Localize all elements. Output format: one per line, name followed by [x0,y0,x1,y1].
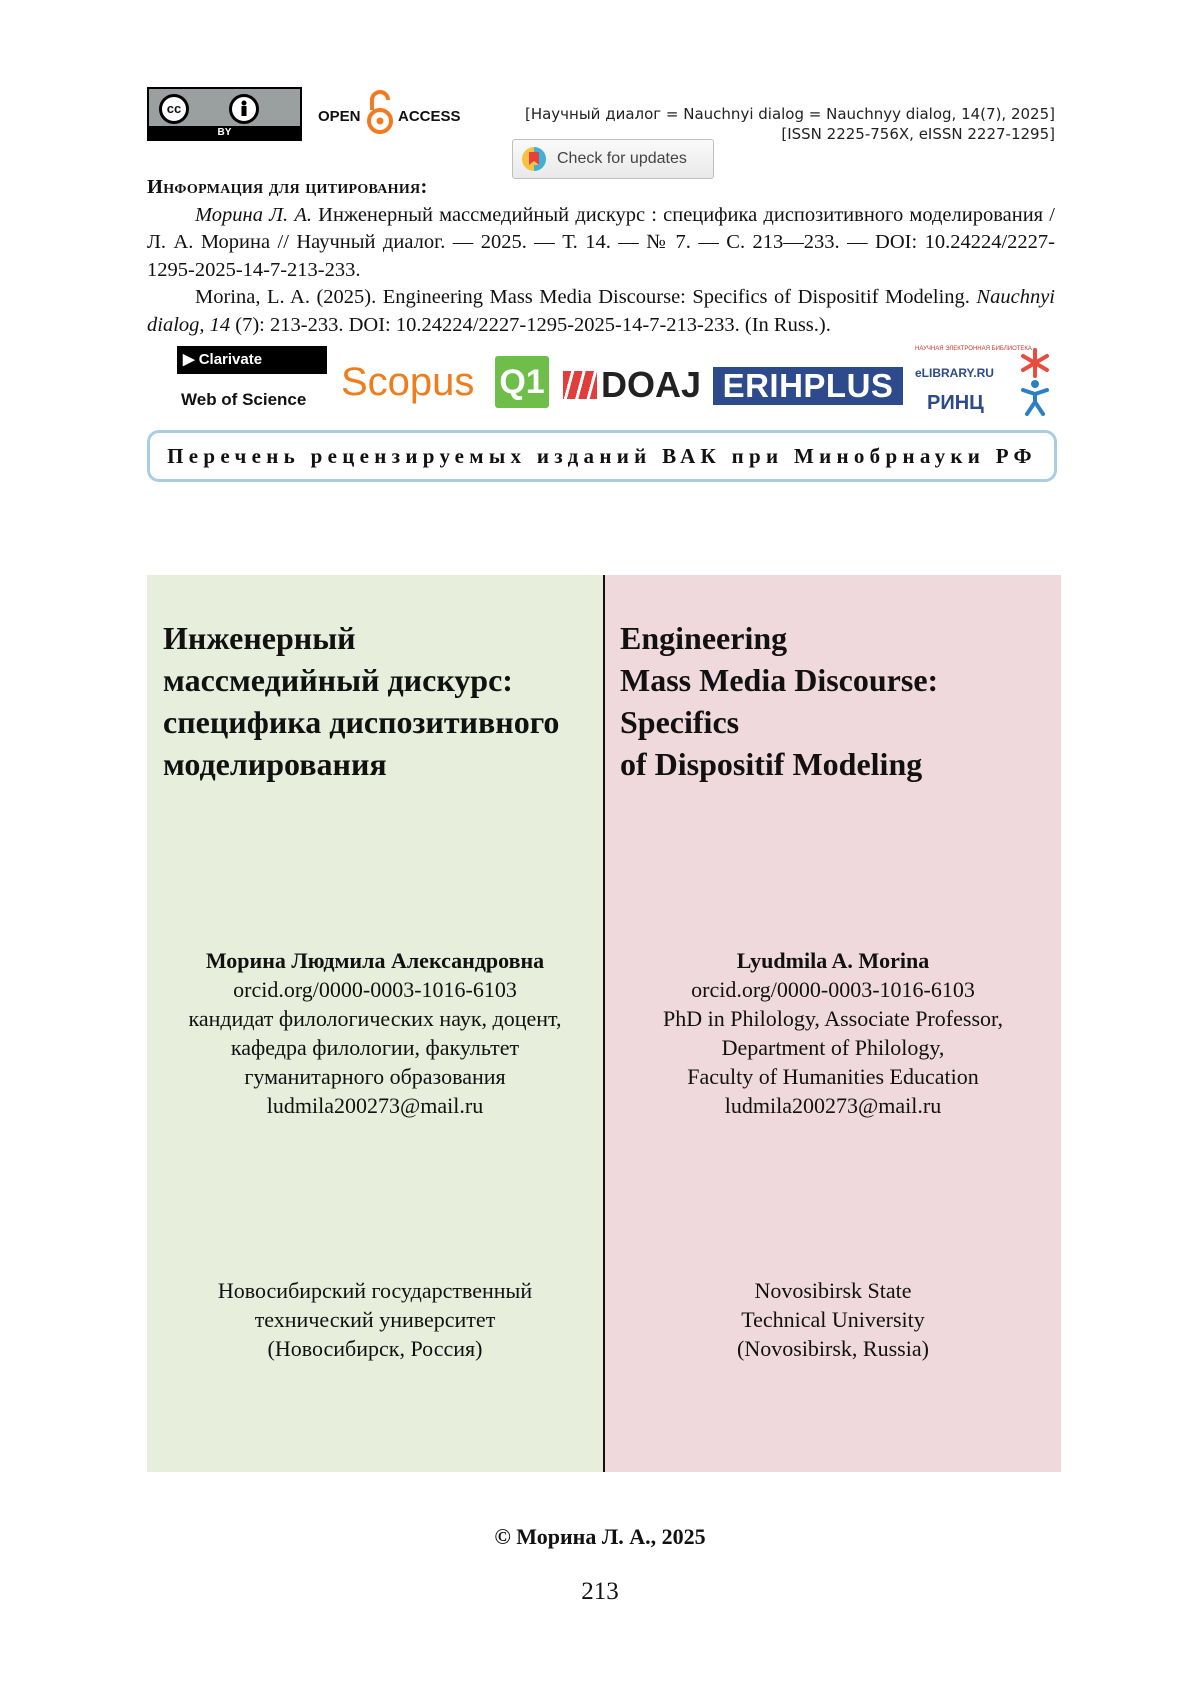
doaj-logo[interactable] [563,364,701,406]
affiliation-en-line: Technical University [741,1307,925,1332]
rinc-label: РИНЦ [927,392,984,414]
affiliation-en-line: (Novosibirsk, Russia) [737,1336,929,1361]
author-department-en: Department of Philology, [721,1035,945,1060]
citation-ru-author: Морина Л. А. [195,203,312,226]
citation-en [147,284,1055,339]
citation-en-journal: Nauchnyi dialog, 14 [147,286,1055,336]
title-ru-line: специфика диспозитивного [163,704,560,740]
crossmark-icon [521,146,547,172]
open-access-right: ACCESS [398,108,461,125]
web-of-science-logo[interactable]: Web of Science [181,390,307,409]
attribution-icon [229,94,259,124]
citation-en-text-2: (7): 213-233. DOI: 10.24224/2227-1295-2025-14-7-213-233. (In Russ.). [230,313,831,336]
author-name-en: Lyudmila A. Morina [736,948,930,973]
title-en-line: Mass Media Discourse: [620,662,939,698]
author-department-ru: кафедра филологии, факультет [230,1035,520,1060]
check-for-updates-label: Check for updates [557,150,687,167]
affiliation-ru-line: технический университет [254,1307,496,1332]
cc-by-label: BY [149,126,300,139]
author-name-ru: Морина Людмила Александровна [205,948,545,973]
affiliation-ru-line: (Новосибирск, Россия) [267,1336,483,1361]
journal-line-1: [Научный диалог = Nauchnyi dialog = Nauchnyy dialog, 14(7), 2025] [524,105,1055,123]
author-degree-en: PhD in Philology, Associate Professor, [663,1006,1003,1031]
title-ru-line: массмедийный дискурс: [163,662,513,698]
erihplus-logo[interactable]: ERIHPLUS [713,367,903,405]
orcid-link-ru[interactable]: orcid.org/0000-0003-1016-6103 [233,977,517,1002]
citation-en-text-1: Morina, L. A. (2025). Engineering Mass Media Discourse: Specifics of Dispositif Modeling. [195,286,977,308]
article-title-en [620,617,1050,785]
cc-by-license-badge [147,87,302,141]
author-email-en[interactable]: ludmila200273@mail.ru [724,1093,942,1118]
check-for-updates-button[interactable] [512,139,714,179]
open-access-left: OPEN [318,108,361,125]
affiliation-en [605,1276,1061,1363]
rinc-figure-icon [1015,346,1055,416]
citation-ru [147,202,1055,285]
title-en-line: Engineering [620,620,788,656]
journal-line-2: [ISSN 2225-756X, eISSN 2227-1295] [781,125,1055,143]
elibrary-rinc-logo[interactable] [915,346,1055,416]
title-en-line: Specifics [620,704,740,740]
author-info-ru [147,946,603,1120]
clarivate-label: Clarivate [198,351,263,368]
author-faculty-ru: гуманитарного образования [244,1064,506,1089]
author-degree-ru: кандидат филологических наук, доцент, [188,1006,562,1031]
title-ru-line: моделирования [163,746,387,782]
elibrary-label: eLIBRARY.RU [915,366,994,380]
title-en-line: of Dispositif Modeling [620,746,923,782]
citation-ru-text: Инженерный массмедийный дискурс : специфика диспозитивного моделирования / Л. А. Морина // Научный диалог. — 2025. — Т. 14. — № 7. — С. 213—233. — DOI: 10.24224/2227-1295-2025-14-7-213-233. [147,203,1055,281]
doaj-bars-icon [563,371,597,399]
clarivate-logo[interactable]: ▶ Clarivate [177,346,327,374]
elibrary-top-label: НАУЧНАЯ ЭЛЕКТРОННАЯ БИБЛИОТЕКА [915,346,1032,352]
q1-badge: Q1 [495,356,549,408]
citation-info [147,174,1055,339]
open-lock-icon [366,88,394,136]
author-email-ru[interactable]: ludmila200273@mail.ru [266,1093,484,1118]
affiliation-ru-line: Новосибирский государственный [217,1278,533,1303]
cc-icon: cc [159,94,189,124]
affiliation-ru [147,1276,603,1363]
citation-heading: Информация для цитирования: [147,176,428,198]
article-title-ru [163,617,593,785]
doaj-label: DOAJ [601,364,702,405]
indexing-logos [147,342,1055,418]
affiliation-en-line: Novosibirsk State [754,1278,912,1303]
journal-header [525,104,1055,144]
orcid-link-en[interactable]: orcid.org/0000-0003-1016-6103 [691,977,975,1002]
title-ru-line: Инженерный [163,620,356,656]
vak-list-banner: Перечень рецензируемых изданий ВАК при Минобрнауки РФ [147,430,1057,482]
author-faculty-en: Faculty of Humanities Education [687,1064,979,1089]
page-number: 213 [581,1578,619,1605]
scopus-logo[interactable]: Scopus [341,360,475,404]
copyright-notice: © Морина Л. А., 2025 [494,1524,706,1549]
author-info-en [605,946,1061,1120]
